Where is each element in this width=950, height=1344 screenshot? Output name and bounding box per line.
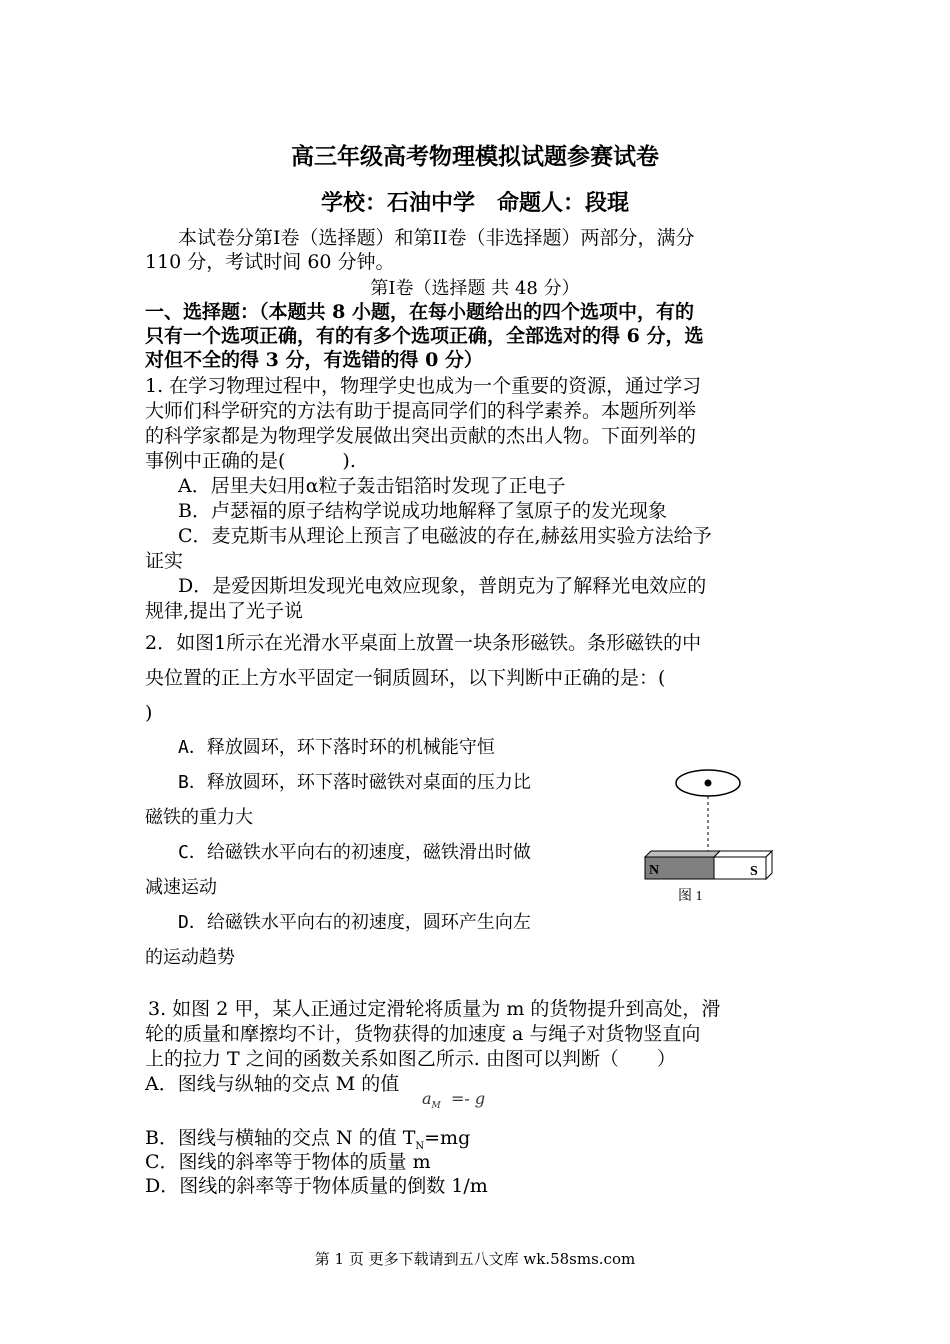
q3-line-3: 上的拉力 T 之间的函数关系如图乙所示. 由图可以判断（ ）	[145, 1048, 676, 1070]
q2-option-c-line-2: 减速运动	[145, 877, 217, 898]
q2-line-1: 2．如图1所示在光滑水平桌面上放置一块条形磁铁。条形磁铁的中	[145, 632, 702, 654]
formula-rest: =- g	[450, 1089, 486, 1108]
magnet-top-n	[645, 851, 720, 857]
q2-option-d-line-1: D．给磁铁水平向右的初速度，圆环产生向左	[178, 912, 531, 933]
q2-option-c-line-1: C．给磁铁水平向右的初速度，磁铁滑出时做	[178, 842, 531, 863]
q3-option-d: D．图线的斜率等于物体质量的倒数 1/m	[145, 1175, 488, 1197]
q1-option-d-line-1: D．是爱因斯坦发现光电效应现象，普朗克为了解释光电效应的	[178, 575, 707, 597]
q1-line-3: 的科学家都是为物理学发展做出突出贡献的杰出人物。下面列举的	[145, 425, 697, 447]
q3-option-b-text: B．图线与横轴的交点 N 的值 T	[145, 1127, 416, 1149]
figure-1-caption: 图 1	[678, 889, 703, 904]
section-heading-line-3: 对但不全的得 3 分，有选错的得 0 分）	[145, 349, 483, 371]
formula-sub-m: M	[431, 1101, 441, 1112]
magnet-s-label: S	[750, 864, 758, 879]
q2-option-d-line-2: 的运动趋势	[145, 947, 235, 968]
q1-option-c-line-2: 证实	[145, 550, 184, 572]
q1-line-1: 1. 在学习物理过程中，物理学史也成为一个重要的资源，通过学习	[145, 375, 702, 397]
intro-line-2: 110 分，考试时间 60 分钟。	[145, 251, 395, 273]
q2-option-b-line-2: 磁铁的重力大	[145, 807, 253, 828]
q3-option-c: C．图线的斜率等于物体的质量 m	[145, 1151, 431, 1173]
magnet-n-label: N	[649, 863, 660, 878]
page-footer: 第 1 页 更多下载请到五八文库 wk.58sms.com	[314, 1250, 636, 1268]
q1-option-b: B．卢瑟福的原子结构学说成功地解释了氢原子的发光现象	[178, 500, 667, 522]
section-heading-line-1: 一、选择题：（本题共 8 小题，在每小题给出的四个选项中，有的	[145, 301, 694, 323]
q3-line-2: 轮的质量和摩擦均不计，货物获得的加速度 a 与绳子对货物竖直向	[145, 1023, 701, 1045]
q1-line-2: 大师们科学研究的方法有助于提高同学们的科学素养。本题所列举	[145, 400, 697, 422]
q1-option-c-line-1: C．麦克斯韦从理论上预言了电磁波的存在,赫兹用实验方法给予	[178, 525, 712, 547]
q3-option-a: A．图线与纵轴的交点 M 的值	[145, 1073, 400, 1095]
q1-option-a: A．居里夫妇用α粒子轰击铝箔时发现了正电子	[178, 475, 566, 497]
magnet-s-pole	[714, 857, 766, 879]
page-title: 高三年级高考物理模拟试题参赛试卷	[291, 143, 659, 170]
part1-heading: 第I卷（选择题 共 48 分）	[370, 278, 580, 299]
q3-option-a-formula	[422, 1087, 485, 1118]
ring-center-dot	[705, 780, 712, 787]
q2-line-3: )	[145, 702, 153, 724]
q1-line-4: 事例中正确的是( ).	[145, 450, 356, 472]
formula-a: a	[422, 1089, 432, 1108]
intro-line-1: 本试卷分第I卷（选择题）和第II卷（非选择题）两部分，满分	[178, 227, 695, 249]
q2-option-b-line-1: B．释放圆环，环下落时磁铁对桌面的压力比	[178, 772, 531, 793]
q3-option-b-post: =mg	[424, 1127, 471, 1149]
section-heading-line-2: 只有一个选项正确，有的有多个选项正确，全部选对的得 6 分，选	[145, 325, 704, 347]
magnet-top-s	[714, 851, 772, 857]
q2-line-2: 央位置的正上方水平固定一铜质圆环，以下判断中正确的是：(	[145, 667, 666, 689]
q2-option-a: A．释放圆环，环下落时环的机械能守恒	[178, 737, 495, 758]
q3-line-1: 3. 如图 2 甲，某人正通过定滑轮将质量为 m 的货物提升到高处，滑	[148, 998, 721, 1020]
page-subtitle: 学校：石油中学 命题人：段琨	[320, 190, 629, 216]
q3-option-b-sub: N	[415, 1140, 425, 1152]
q1-option-d-line-2: 规律,提出了光子说	[145, 600, 304, 622]
figure-1-diagram	[640, 765, 780, 910]
